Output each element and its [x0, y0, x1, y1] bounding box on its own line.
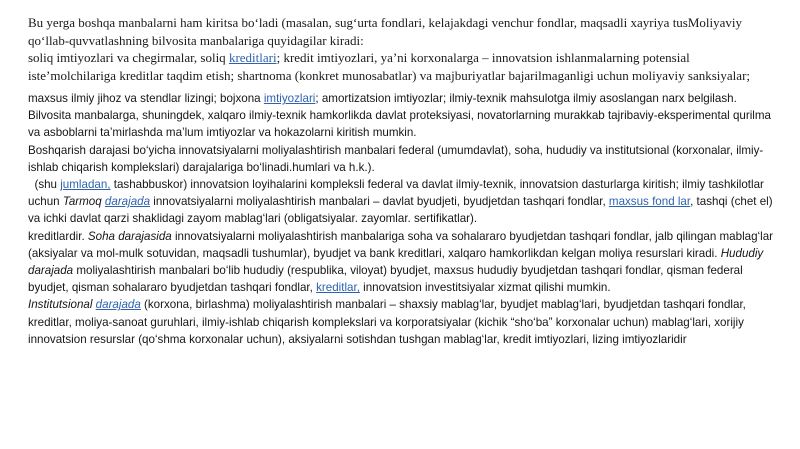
link-kreditlari[interactable]: kreditlari [228, 50, 277, 65]
text-line [28, 142, 780, 176]
link-darajada[interactable]: darajada [104, 195, 151, 209]
text-run: Bu yerga boshqa manbalarni ham kiritsa bo‘ladi (masalan, sug‘urta fondlari, kelajakdagi venchur fondlar, maqsadli xayriya tusMoliyaviy qo‘llab-quvvatlashning bilvosita manbalariga quyidagilar kiradi: [28, 15, 743, 48]
link-maxsus-fond-lar[interactable]: maxsus fond lar [608, 195, 691, 209]
italic-run: Tarmoq [62, 195, 105, 209]
text-run: (korxona, birlashma) moliyalashtirish manbalari – shaxsiy mablag‘lar, byudjet mablag‘lari, byudjetdan tashqari fondlar, kreditlar, moliya-sanoat guruhlari, ilmiy-ishlab chiqarish komplekslari va korporatsiyalar (kichik “sho‘ba” korxonalar uchun) mablag‘lari, xorijiy innovatsion resurslar (qo‘shma korxonalar uchun), aksiyalarni sotishdan tushgan mablag‘lar, kredit imtiyozlari, lizing imtiyozlaridir [28, 298, 746, 346]
paragraph-indirect-sources-intro [28, 14, 780, 84]
text-run: ; kredit imtiyozlari, ya’ni korxonalarga – innovatsion ishlanmalarning potensial iste’molchilariga kreditlar taqdim etish; shartnoma (konkret munosabatlar) va majburiyatlar bajarilmaganligi uchun moliyaviy sanksiyalar; [28, 50, 751, 83]
text-run: innovatsiyalarni moliyalashtirish manbalari – davlat byudjeti, byudjetdan tashqari fondlar, [150, 195, 609, 209]
italic-run: Hududiy darajada [28, 246, 764, 278]
link-jumladan[interactable]: jumladan, [60, 178, 111, 192]
text-run: soliq imtiyozlari va chegirmalar, soliq [28, 50, 229, 65]
paragraph-financing-sources [28, 90, 780, 348]
text-line [28, 228, 780, 297]
text-run: Boshqarish darajasi bo‘yicha innovatsiyalarni moliyalashtirish manbalari federal (umumdavlat), soha, hududiy va institutsional (korxonalar, ilmiy-ishlab chiqarish komplekslari) darajalariga bo‘linadi.humlari va h.k.). [28, 143, 764, 174]
text-run: innovatsiyalarni moliyalashtirish manbalariga soha va sohalararo byudjetdan tashqari fondlar, jalb qilingan mablag‘lar (aksiyalar va mol-mulk sotuvidan, maqsadli tushumlar), byudjet va bank kreditlari, xalqaro hamkorlikdan kelgan moliya resurslari kiradi. [28, 229, 774, 260]
link-kreditlar[interactable]: kreditlar, [316, 281, 360, 295]
document-page [28, 14, 780, 348]
text-run: , tashqi (chet el) va ichki davlat qarzi shaklidagi zayom mablag‘lari (obligatsiyalar. zayomlar. sertifikatlar). [28, 195, 776, 226]
text-run: maxsus ilmiy jihoz va stendlar lizingi; bojxona [28, 92, 264, 105]
text-run: innovatsion investitsiyalar xizmat qilishi mumkin. [359, 281, 611, 295]
text-run: moliyalashtirish manbalari bo‘lib hududiy (respublika, viloyat) byudjet, maxsus hududiy byudjetdan tashqari fondlar, qisman federal byudjet, qisman sohalararo byudjetdan tashqari fondlar, [28, 264, 743, 295]
text-run: (shu [28, 178, 61, 192]
text-run: kreditlardir. [28, 229, 88, 243]
text-line [28, 14, 780, 49]
italic-run: Institutsional [28, 298, 96, 312]
text-line [28, 90, 780, 142]
text-line [28, 176, 780, 228]
text-run: ; amortizatsion imtiyozlar; ilmiy-texnik mahsulotga ilmiy asoslangan narx belgilash. Bilvosita manbalarga, shuningdek, xalqaro ilmiy-texnik hamkorlikda davlat proteksiyasi, novatorlarning murakkab tajribaviy-eksperimental qurilma va asboblarni ta’mirlashda ma’lum imtiyozlar va hokazolarni kiritish mumkin. [28, 92, 771, 140]
text-line [28, 296, 780, 348]
text-line [28, 49, 780, 84]
link-darajada-2[interactable]: darajada [95, 298, 141, 312]
link-imtiyozlari[interactable]: imtiyozlari [263, 92, 316, 105]
text-run: tashabbuskor) innovatsion loyihalarini kompleksli federal va davlat ilmiy-texnik, innovatsion dasturlarga kiritish; ilmiy tashkilotlar uchun [28, 178, 768, 209]
italic-run: Soha darajasida [87, 229, 172, 243]
